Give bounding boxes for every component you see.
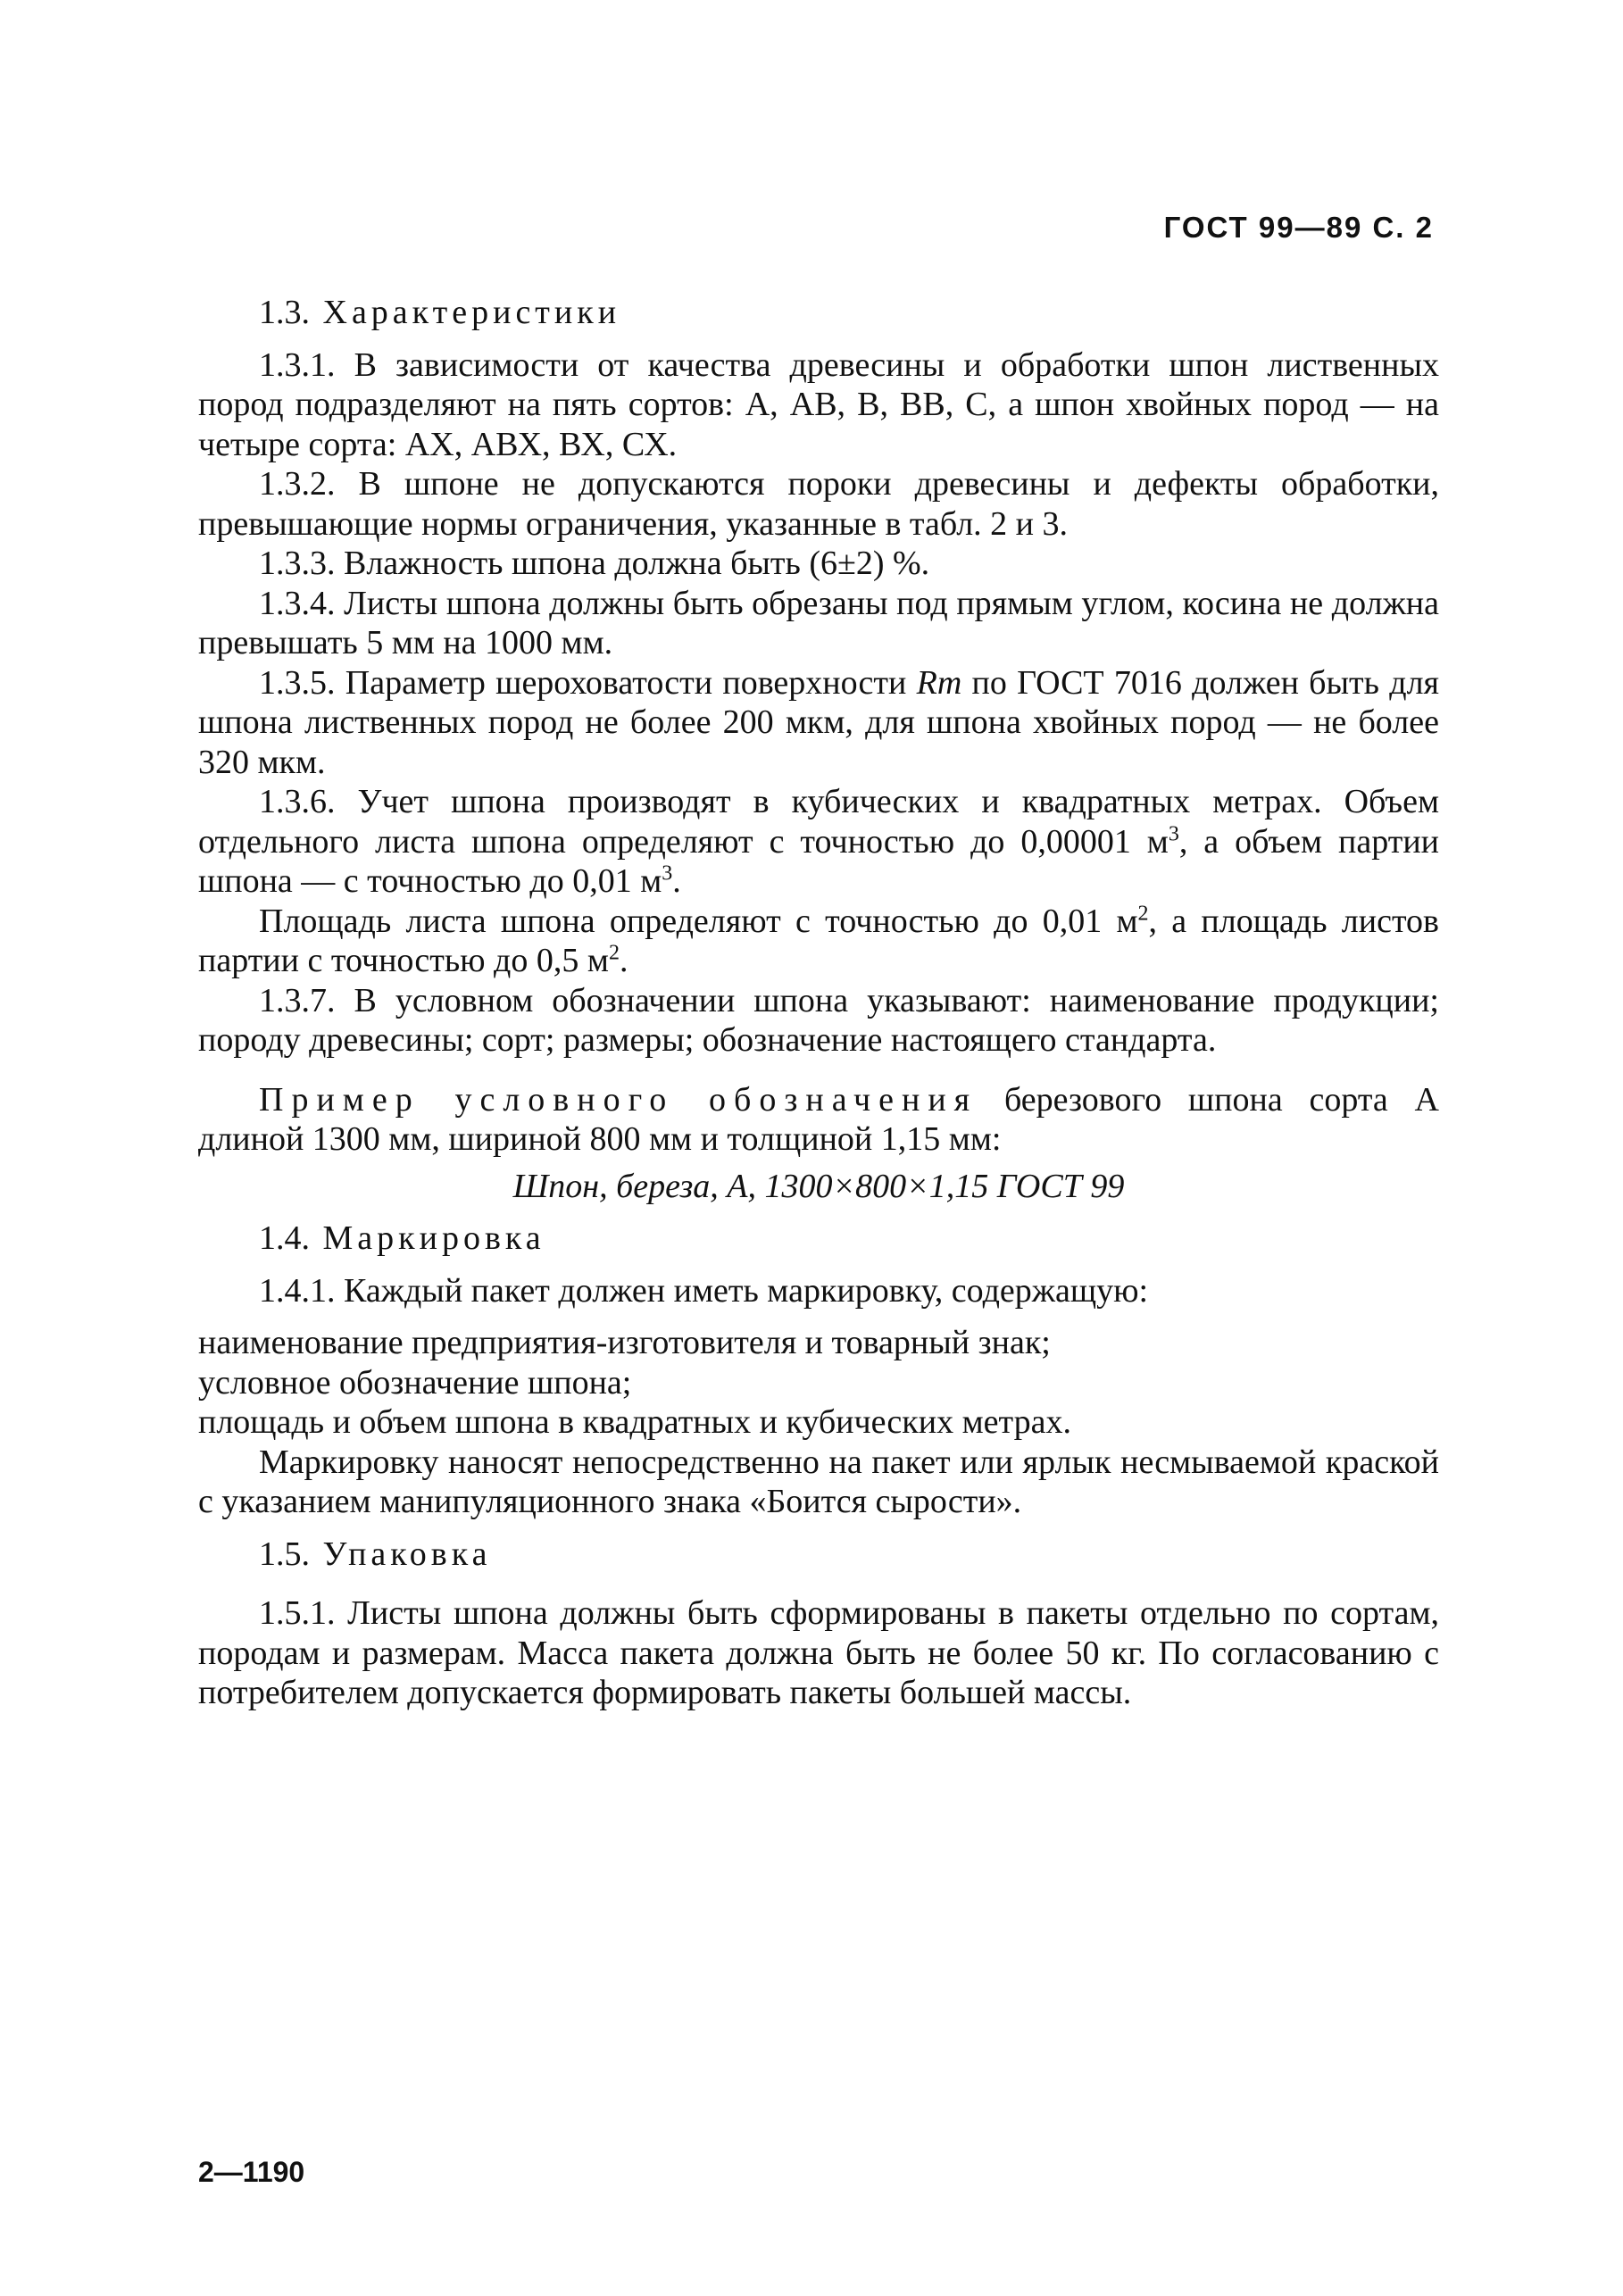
section-heading-1-3 [198, 293, 1439, 333]
superscript-square: 2 [608, 941, 620, 965]
marking-note: Маркировку наносят непосредственно на пакет или ярлык несмываемой краской с указанием манипуляционного знака «Боится сырости». [198, 1443, 1439, 1520]
page-code: 2—1190 [198, 2156, 305, 2188]
text-run: 1.3.6. Учет шпона производят в кубических и квадратных метрах. Объем отдельного листа шпона определяют с точностью до 0,00001 м [198, 783, 1439, 861]
marking-list-item: площадь и объем шпона в квадратных и кубических метрах. [198, 1403, 1071, 1441]
text-run: по ГОСТ 7016 должен быть для шпона лиственных пород не более 200 мкм, для шпона хвойных пород — не более 320 мкм. [198, 663, 1440, 781]
paragraph-1-5-1: 1.5.1. Листы шпона должны быть сформированы в пакеты отдельно по сортам, породам и размерам. Масса пакета должна быть не более 50 кг. По согласованию с потребителем допускается формировать пакеты большей массы. [198, 1594, 1439, 1711]
section-number: 1.3. [259, 294, 310, 331]
paragraph-1-3-1: 1.3.1. В зависимости от качества древесины и обработки шпон лиственных пород подразделяют на пять сортов: А, АВ, В, ВВ, С, а шпон хвойных пород — на четыре сорта: АХ, АВХ, ВХ, СХ. [198, 345, 1439, 463]
example-formula: Шпон, береза, А, 1300×800×1,15 ГОСТ 99 [512, 1167, 1125, 1205]
section-heading-1-5 [198, 1535, 1439, 1575]
paragraph-1-3-5 [198, 663, 1439, 783]
paragraph-1-3-2: 1.3.2. В шпоне не допускаются пороки древесины и дефекты обработки, превышающие нормы ограничения, указанные в табл. 2 и 3. [198, 465, 1439, 543]
text-run: 1.3.5. Параметр шероховатости поверхности [259, 663, 917, 702]
paragraph-1-3-6-area [198, 902, 1439, 981]
paragraph-1-4-1: 1.4.1. Каждый пакет должен иметь маркировку, содержащую: [259, 1271, 1149, 1310]
text-run: Площадь листа шпона определяют с точностью до 0,01 м [259, 902, 1138, 940]
paragraph-1-3-6 [198, 782, 1439, 902]
text-run: . [672, 862, 681, 900]
section-number: 1.5. [259, 1535, 310, 1573]
section-title: Характеристики [322, 294, 621, 331]
roughness-symbol: Rm [916, 663, 962, 702]
text-run: , а объем партии шпона — с точностью до 0,01 м [198, 822, 1440, 900]
section-number: 1.4. [259, 1219, 310, 1257]
superscript-square: 2 [1137, 901, 1149, 925]
marking-list-item: условное обозначение шпона; [198, 1363, 632, 1402]
superscript-cubic: 3 [662, 861, 673, 886]
section-title: Упаковка [322, 1535, 492, 1573]
paragraph-1-3-7: 1.3.7. В условном обозначении шпона указывают: наименование продукции; породу древесины; сорт; размеры; обозначение настоящего стандарта. [198, 981, 1439, 1059]
document-body [198, 293, 1439, 1713]
section-heading-1-4 [198, 1219, 1439, 1259]
example-paragraph [198, 1080, 1439, 1160]
example-text: березового шпона сорта А длиной 1300 мм, шириной 800 мм и толщиной 1,15 мм: [198, 1080, 1440, 1158]
superscript-cubic: 3 [1168, 821, 1179, 845]
section-title: Маркировка [322, 1219, 545, 1257]
marking-list-item: наименование предприятия-изготовителя и товарный знак; [198, 1324, 1051, 1361]
example-label: Пример условного обозначения [259, 1080, 978, 1119]
paragraph-1-3-3: 1.3.3. Влажность шпона должна быть (6±2) %. [259, 545, 930, 582]
paragraph-1-3-4: 1.3.4. Листы шпона должны быть обрезаны под прямым углом, косина не должна превышать 5 мм на 1000 мм. [198, 584, 1439, 661]
text-run: , а площадь листов партии с точностью до 0,5 м [198, 902, 1440, 979]
running-header: ГОСТ 99—89 С. 2 [1163, 211, 1434, 244]
text-run: . [619, 942, 628, 979]
